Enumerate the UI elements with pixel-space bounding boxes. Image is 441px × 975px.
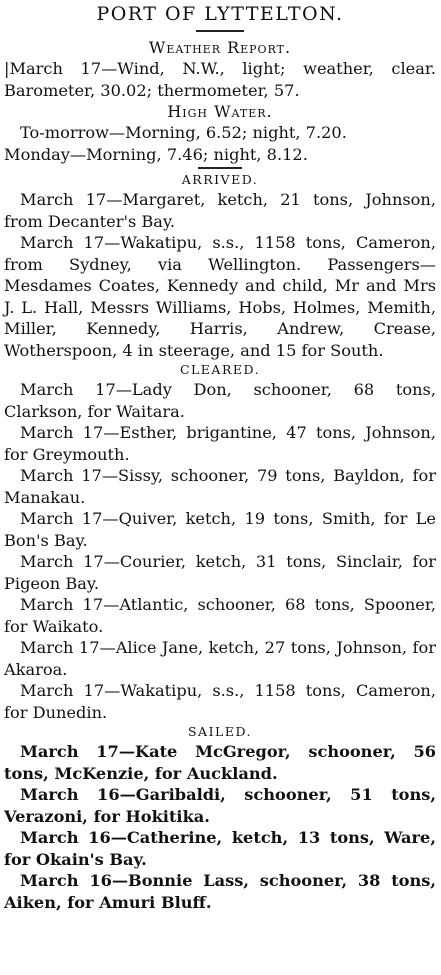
section-divider: [198, 167, 242, 169]
sailed-entry: March 17—Kate McGregor, schooner, 56 tons, McKenzie, for Auckland.: [4, 742, 436, 783]
arrived-heading: ARRIVED.: [181, 172, 259, 187]
high-water-heading: High Water.: [167, 102, 273, 121]
title-divider: [196, 30, 244, 32]
cleared-entry: March 17—Esther, brigantine, 47 tons, Johnson, for Greymouth.: [4, 423, 436, 464]
cleared-entry: March 17—Quiver, ketch, 19 tons, Smith, for Le Bon's Bay.: [4, 509, 436, 550]
arrived-entry: March 17—Wakatipu, s.s., 1158 tons, Cameron, from Sydney, via Wellington. Passengers—Mesdames Coates, Kennedy and child, Mr and Mrs J. L. Hall, Messrs Williams, Hobs, Holmes, Memith, Miller, Kennedy, Harris, Andrew, Crease, Wotherspoon, 4 in steerage, and 15 for South.: [4, 233, 436, 360]
cleared-entry: March 17—Wakatipu, s.s., 1158 tons, Cameron, for Dunedin.: [4, 681, 436, 722]
sailed-section: [4, 723, 436, 913]
weather-heading: Weather Report.: [148, 38, 292, 57]
high-water-line: To-morrow—Morning, 6.52; night, 7.20.: [20, 123, 347, 142]
cleared-entry: March 17—Courier, ketch, 31 tons, Sinclair, for Pigeon Bay.: [4, 552, 436, 593]
cleared-entry: March 17—Alice Jane, ketch, 27 tons, Johnson, for Akaroa.: [4, 638, 436, 679]
sailed-entry: March 16—Garibaldi, schooner, 51 tons, Verazoni, for Hokitika.: [4, 785, 436, 826]
newspaper-column: [0, 2, 441, 975]
sailed-entry: March 16—Bonnie Lass, schooner, 38 tons, Aiken, for Amuri Bluff.: [4, 871, 436, 912]
page-title: PORT OF LYTTELTON.: [96, 3, 344, 25]
cleared-heading: CLEARED.: [179, 362, 261, 377]
arrived-entry: March 17—Margaret, ketch, 21 tons, Johnson, from Decanter's Bay.: [4, 190, 436, 231]
cleared-entry: March 17—Atlantic, schooner, 68 tons, Spooner, for Waikato.: [4, 595, 436, 636]
sailed-heading: SAILED.: [187, 724, 252, 739]
sailed-entry: March 16—Catherine, ketch, 13 tons, Ware, for Okain's Bay.: [4, 828, 436, 869]
weather-text: |March 17—Wind, N.W., light; weather, clear. Barometer, 30.02; thermometer, 57.: [4, 59, 436, 100]
cleared-entry: March 17—Lady Don, schooner, 68 tons, Clarkson, for Waitara.: [4, 380, 436, 421]
high-water-line: Monday—Morning, 7.46; night, 8.12.: [4, 144, 308, 164]
cleared-entry: March 17—Sissy, schooner, 79 tons, Bayldon, for Manakau.: [4, 466, 436, 507]
